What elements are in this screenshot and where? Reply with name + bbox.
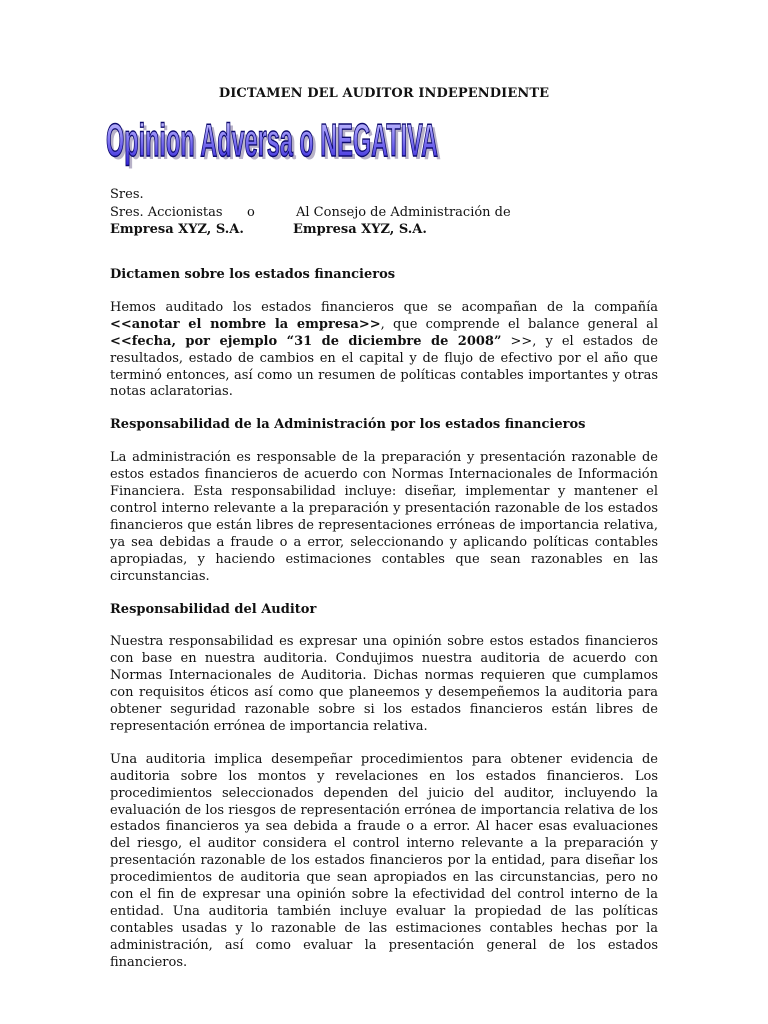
paragraph-opinion-part1: Hemos auditado los estados financieros que se acompañan de la compañía [110, 299, 658, 315]
salutation-board: Al Consejo de Administración de [296, 204, 511, 220]
salutation-block [110, 186, 658, 239]
salutation-company-right: Empresa XYZ, S.A. [293, 222, 427, 237]
paragraph-opinion-part3: , que comprende el balance general al [380, 316, 659, 332]
document-title: DICTAMEN DEL AUDITOR INDEPENDIENTE [218, 86, 550, 101]
salutation-shareholders: Sres. Accionistas [110, 204, 223, 220]
wordart-graphic [106, 114, 446, 170]
wordart-shadow: Opinion Adversa o NEGATIVA [109, 117, 441, 169]
salutation-line1: Sres. [110, 187, 144, 202]
document-body [110, 267, 658, 988]
salutation-or: o [247, 204, 255, 220]
paragraph-opinion-company-placeholder: <<anotar el nombre la empresa>> [110, 316, 381, 332]
paragraph-auditor-1: Nuestra responsabilidad es expresar una opinión sobre estos estados financieros con base en nuestra auditoria. Condujimos nuestra auditoria de acuerdo con Normas Internacionales de Auditoria. Dichas normas requieren que cumplamos con requisitos éticos así como que planeemos y desempeñemos la auditoria para obtener seguridad razonable sobre si los estados financieros están libres de representación errónea de importancia relativa. [110, 634, 658, 734]
section-heading-management: Responsabilidad de la Administración por los estados financieros [110, 417, 586, 433]
paragraph-auditor-2: Una auditoria implica desempeñar procedimientos para obtener evidencia de auditoria sobre los montos y revelaciones en los estados financieros. Los procedimientos seleccionados dependen del juicio del auditor, incluyendo la evaluación de los riesgos de representación errónea de importancia relativa de los estados financieros ya sea debida a fraude o a error. Al hacer esas evaluaciones del riesgo, el auditor considera el control interno relevante a la preparación y presentación razonable de los estados financieros por la entidad, para diseñar los procedimientos de auditoria que sean apropiados en las circunstancias, pero no con el fin de expresar una opinión sobre la efectividad del control interno de la entidad. Una auditoria también incluye evaluar la propiedad de las políticas contables usadas y lo razonable de las estimaciones contables hechas por la administración, así como evaluar la presentación general de los estados financieros. [110, 751, 658, 970]
paragraph-management: La administración es responsable de la preparación y presentación razonable de estos estados financieros de acuerdo con Normas Internacionales de Información Financiera. Esta responsabilidad incluye: diseñar, implementar y mantener el control interno relevante a la preparación y presentación razonable de los estados financieros que están libres de representaciones erróneas de importancia relativa, ya sea debidas a fraude o a error, seleccionando y aplicando políticas contables apropiadas, y haciendo estimaciones contables que sean razonables en las circunstancias. [110, 450, 658, 584]
paragraph-opinion-date-placeholder: <<fecha, por ejemplo “31 de diciembre de 2008” [110, 333, 502, 349]
paragraph-opinion [110, 300, 658, 401]
paragraph-opinion-part5: >>, y el estados de resultados, estado de cambios en el capital y de flujo de efectivo por el año que terminó entonces, así como un resumen de políticas contables importantes y otras notas aclaratorias. [110, 333, 658, 400]
wordart-text: Opinion Adversa o NEGATIVA [106, 114, 438, 166]
wordart-banner [106, 114, 446, 170]
section-heading-opinion: Dictamen sobre los estados financieros [110, 267, 396, 282]
section-heading-auditor: Responsabilidad del Auditor [110, 601, 317, 617]
salutation-company-left: Empresa XYZ, S.A. [110, 222, 244, 237]
